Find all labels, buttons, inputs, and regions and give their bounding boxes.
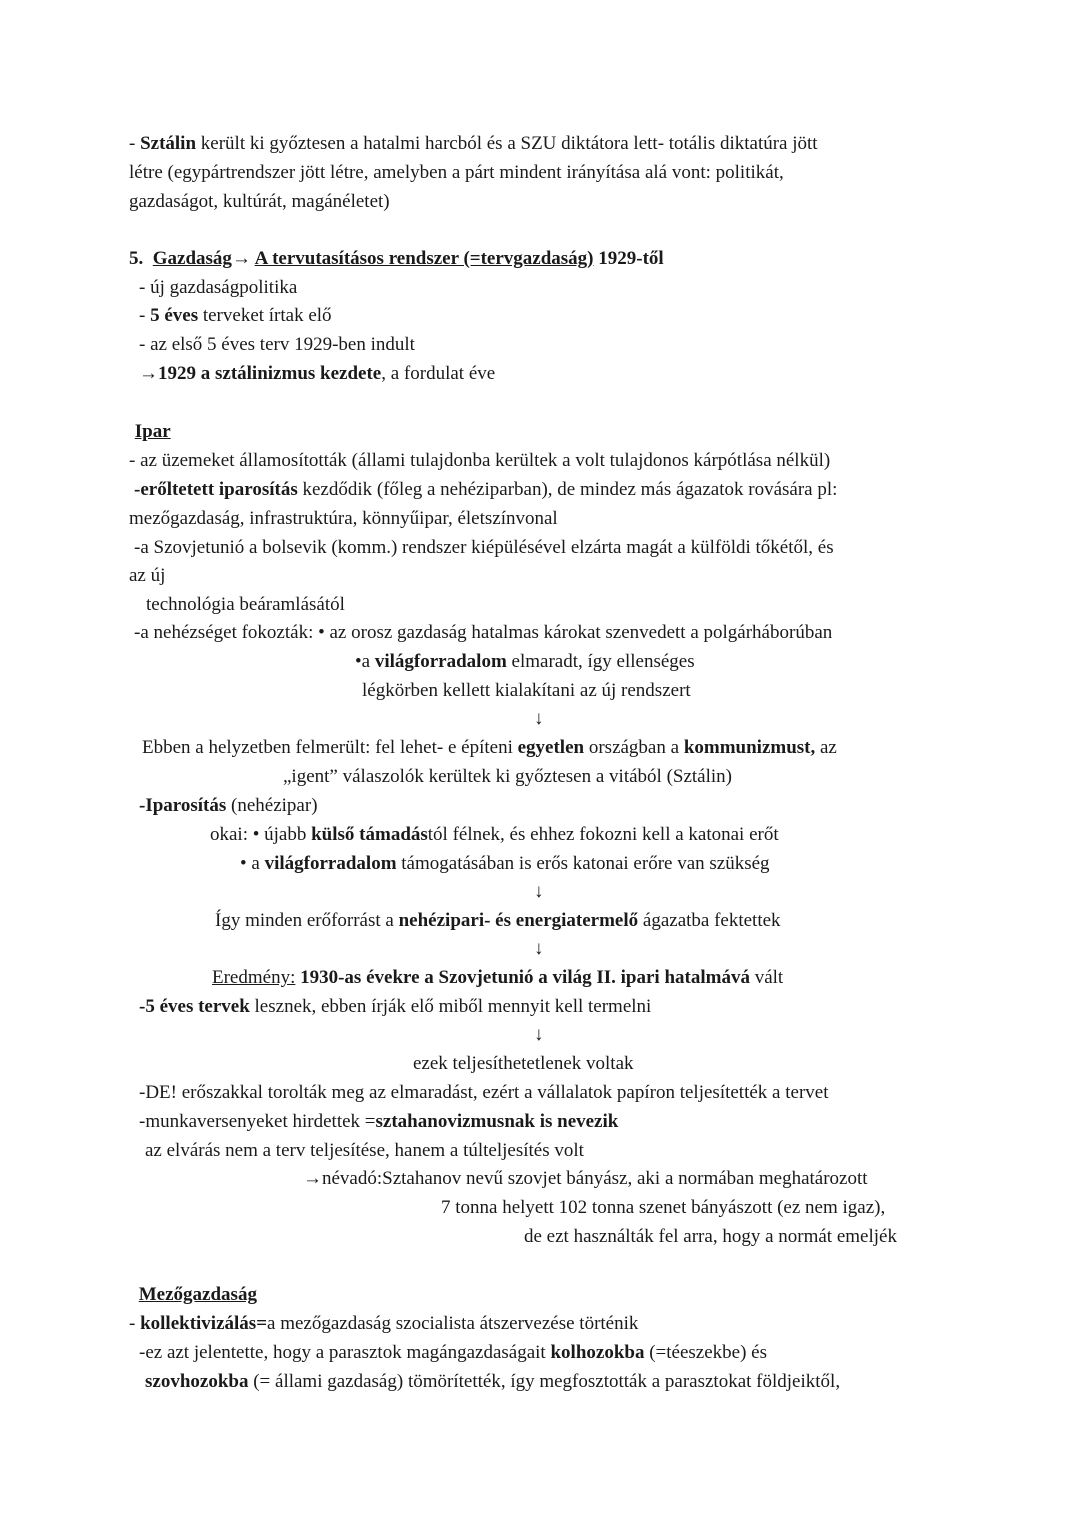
section5-bullet-3: - az első 5 éves terv 1929-ben indult (139, 334, 415, 355)
section-5-heading: 5. Gazdaság→ A tervutasításos rendszer (=tervgazdaság) 1929-től (129, 248, 664, 269)
ipar-line-3: mezőgazdaság, infrastruktúra, könnyűipar, életszínvonal (129, 508, 558, 529)
heading-gazdasag: Gazdaság (152, 248, 232, 269)
section5-bullet-1: - új gazdaságpolitika (139, 277, 298, 298)
ipar-line-17: -5 éves tervek lesznek, ebben írják elő miből mennyit kell termelni (139, 996, 652, 1017)
section5-bullet-4: →1929 a sztálinizmus kezdete, a fordulat éve (139, 363, 496, 384)
ipar-heading: Ipar (134, 421, 171, 442)
heading-tervgazdasag: A tervutasításos rendszer (=tervgazdaság) (254, 248, 594, 269)
ipar-line-12: -Iparosítás (nehézipar) (139, 795, 318, 816)
intro-line-1: - Sztálin került ki győztesen a hatalmi harcból és a SZU diktátora lett- totális diktatúra jött (129, 133, 818, 154)
mezo-line-3: szovhozokba (= állami gazdaság) tömörítették, így megfosztották a parasztokat földjeiktől, (145, 1371, 841, 1392)
ipar-line-16: Eredmény: 1930-as évekre a Szovjetunió a világ II. ipari hatalmává vált (212, 967, 784, 988)
down-arrow-icon: ↓ (534, 1024, 544, 1045)
down-arrow-icon: ↓ (534, 708, 544, 729)
mezo-heading: Mezőgazdaság (138, 1284, 257, 1305)
ipar-line-18: ezek teljesíthetetlenek voltak (413, 1053, 634, 1074)
down-arrow-icon: ↓ (534, 881, 544, 902)
ipar-line-1: - az üzemeket államosították (állami tulajdonba kerültek a volt tulajdonos kárpótlása nélkül) (129, 450, 831, 471)
ipar-line-21: az elvárás nem a terv teljesítése, hanem a túlteljesítés volt (145, 1140, 584, 1161)
ipar-line-5: az új (129, 565, 166, 586)
ipar-line-4: -a Szovjetunió a bolsevik (komm.) rendszer kiépülésével elzárta magát a külföldi tőkétől, és (134, 537, 834, 558)
ipar-line-13: okai: • újabb külső támadástól félnek, és ehhez fokozni kell a katonai erőt (210, 824, 779, 845)
down-arrow-icon: ↓ (534, 938, 544, 959)
intro-line-3: gazdaságot, kultúrát, magánéletet) (129, 191, 390, 212)
ipar-line-15: Így minden erőforrást a nehézipari- és energiatermelő ágazatba fektettek (215, 910, 781, 931)
mezo-line-1: - kollektivizálás=a mezőgazdaság szocialista átszervezése történik (129, 1313, 639, 1334)
ipar-line-11: „igent” válaszolók kerültek ki győztesen a vitából (Sztálin) (283, 766, 732, 787)
ipar-line-24: de ezt használták fel arra, hogy a normát emeljék (524, 1226, 897, 1247)
ipar-line-22: →névadó:Sztahanov nevű szovjet bányász, aki a normában meghatározott (303, 1168, 868, 1189)
ipar-line-14: • a világforradalom támogatásában is erős katonai erőre van szükség (240, 853, 770, 874)
ipar-line-23: 7 tonna helyett 102 tonna szenet bányászott (ez nem igaz), (441, 1197, 886, 1218)
intro-line-2: létre (egypártrendszer jött létre, amelyben a párt mindent irányítása alá vont: politikát, (129, 162, 784, 183)
ipar-line-2: -erőltetett iparosítás kezdődik (főleg a nehéziparban), de mindez más ágazatok rovására pl: (134, 479, 838, 500)
ipar-line-19: -DE! erőszakkal torolták meg az elmaradást, ezért a vállalatok papíron teljesítették a tervet (139, 1082, 829, 1103)
ipar-line-6: technológia beáramlásától (146, 594, 345, 615)
ipar-line-8: •a világforradalom elmaradt, így ellenséges (355, 651, 695, 672)
stalin-name: Sztálin (140, 133, 197, 154)
ipar-line-9: légkörben kellett kialakítani az új rendszert (362, 680, 691, 701)
ipar-line-10: Ebben a helyzetben felmerült: fel lehet- e építeni egyetlen országban a kommunizmust, az (142, 737, 837, 758)
ipar-line-20: -munkaversenyeket hirdettek =sztahanovizmusnak is nevezik (139, 1111, 619, 1132)
mezo-line-2: -ez azt jelentette, hogy a parasztok magángazdaságait kolhozokba (=téeszekbe) és (139, 1342, 767, 1363)
section5-bullet-2: - 5 éves terveket írtak elő (139, 305, 332, 326)
ipar-line-7: -a nehézséget fokozták: • az orosz gazdaság hatalmas károkat szenvedett a polgárháborúban (134, 622, 833, 643)
